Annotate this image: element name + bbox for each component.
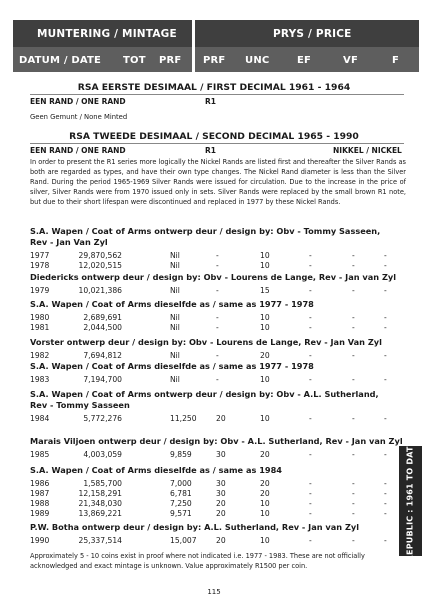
table-row: [0, 450, 428, 461]
cell-prf: 11,250: [170, 414, 197, 423]
cell-ef: -: [309, 414, 312, 423]
cell-vf: -: [352, 414, 355, 423]
cell-f: -: [384, 509, 387, 518]
cell-f: -: [384, 323, 387, 332]
col-date: DATUM / DATE: [19, 55, 102, 66]
cell-ef: -: [309, 489, 312, 498]
col-unc: UNC: [245, 55, 270, 66]
cell-unc: 10: [260, 261, 270, 270]
cell-vf: -: [352, 323, 355, 332]
cell-prf: 7,250: [170, 499, 192, 508]
cell-tot: 7,694,812: [83, 351, 122, 360]
design-group-title: Vorster ontwerp deur / design by: Obv - Lourens de Lange, Rev - Jan Van Zyl: [30, 337, 382, 347]
cell-unc: 20: [260, 450, 270, 459]
cell-ef: -: [309, 313, 312, 322]
cell-unc: 20: [260, 479, 270, 488]
cell-ef: -: [309, 479, 312, 488]
mintage-heading: MUNTERING / MINTAGE: [37, 28, 177, 40]
cell-f: -: [384, 414, 387, 423]
cell-prf: 6,781: [170, 489, 192, 498]
section-title-second-decimal: RSA TWEEDE DESIMAAL / SECOND DECIMAL 1965 - 1990: [69, 131, 359, 142]
cell-f: -: [384, 313, 387, 322]
cell-year: 1983: [30, 375, 50, 384]
table-row: [0, 375, 428, 386]
metal-label: NIKKEL / NICKEL: [333, 146, 402, 155]
cell-tot: 10,021,386: [78, 286, 122, 295]
cell-prf: Nil: [170, 323, 180, 332]
cell-vf: -: [352, 375, 355, 384]
cell-prf-p: -: [216, 261, 219, 270]
table-row: [0, 509, 428, 520]
col-vf: VF: [343, 55, 358, 66]
cell-f: -: [384, 261, 387, 270]
cell-year: 1982: [30, 351, 50, 360]
table-header: [13, 20, 419, 72]
cell-unc: 10: [260, 499, 270, 508]
page-number: 115: [207, 588, 221, 596]
cell-prf-p: -: [216, 286, 219, 295]
cell-f: -: [384, 375, 387, 384]
cell-prf: Nil: [170, 375, 180, 384]
design-group-title: Rev - Tommy Sasseen: [30, 400, 130, 410]
denomination-label: EEN RAND / ONE RAND: [30, 146, 126, 155]
cell-f: -: [384, 286, 387, 295]
cell-ef: -: [309, 251, 312, 260]
cell-ef: -: [309, 286, 312, 295]
cell-ef: -: [309, 375, 312, 384]
cell-ef: -: [309, 450, 312, 459]
cell-year: 1977: [30, 251, 50, 260]
cell-prf: Nil: [170, 251, 180, 260]
cell-prf: Nil: [170, 261, 180, 270]
cell-prf-p: 20: [216, 414, 226, 423]
cell-tot: 12,158,291: [78, 489, 122, 498]
cell-year: 1990: [30, 536, 50, 545]
cell-unc: 10: [260, 414, 270, 423]
cell-year: 1985: [30, 450, 50, 459]
cell-vf: -: [352, 286, 355, 295]
cell-unc: 10: [260, 375, 270, 384]
design-group-title: S.A. Wapen / Coat of Arms ontwerp deur / design by: Obv - A.L. Sutherland,: [30, 389, 379, 399]
cell-prf-p: -: [216, 375, 219, 384]
design-group-title: S.A. Wapen / Coat of Arms ontwerp deur / design by: Obv - Tommy Sasseen,: [30, 226, 381, 236]
intro-paragraph: In order to present the R1 series more logically the Nickel Rands are listed first and thereafter the Silver Rands as both are regarded as types, and have their own type changes. The Nickel Rand diameter is less than the Silver Rand. During the period 1965-1969 Silver Rands were issued for circulation. Due to the increase in the price of silver, Silver Rands were from 1970 issued only in sets. Silver Rands were replaced by the small brown R1 note, but due to their short lifespan were discontinued and replaced in 1977 by these Nickel Rands.: [30, 158, 406, 206]
design-group-title: S.A. Wapen / Coat of Arms dieselfde as / same as 1977 - 1978: [30, 361, 314, 371]
cell-tot: 21,348,030: [78, 499, 122, 508]
cell-prf: 7,000: [170, 479, 192, 488]
cell-vf: -: [352, 450, 355, 459]
cell-prf-p: -: [216, 251, 219, 260]
cell-prf: 9,859: [170, 450, 192, 459]
cell-prf-p: 30: [216, 489, 226, 498]
cell-ef: -: [309, 499, 312, 508]
cell-unc: 10: [260, 323, 270, 332]
cell-prf-p: 30: [216, 450, 226, 459]
cell-unc: 15: [260, 286, 270, 295]
design-group-title: P.W. Botha ontwerp deur / design by: A.L. Sutherland, Rev - Jan van Zyl: [30, 522, 360, 532]
cell-f: -: [384, 536, 387, 545]
cell-unc: 10: [260, 251, 270, 260]
cell-vf: -: [352, 536, 355, 545]
table-row: [0, 286, 428, 297]
cell-year: 1988: [30, 499, 50, 508]
cell-prf-p: 20: [216, 509, 226, 518]
cell-tot: 4,003,059: [83, 450, 122, 459]
cell-vf: -: [352, 261, 355, 270]
cell-unc: 10: [260, 313, 270, 322]
cell-vf: -: [352, 489, 355, 498]
cell-tot: 2,044,500: [83, 323, 122, 332]
cell-prf: Nil: [170, 351, 180, 360]
col-tot: TOT: [123, 55, 146, 66]
cell-unc: 10: [260, 509, 270, 518]
table-row: [0, 323, 428, 334]
cell-ef: -: [309, 351, 312, 360]
side-tab-label: REPUBLIC : 1961 TO DATE: [405, 440, 415, 562]
table-row: [0, 536, 428, 547]
cell-year: 1986: [30, 479, 50, 488]
cell-vf: -: [352, 499, 355, 508]
cell-prf-p: 20: [216, 499, 226, 508]
cell-ef: -: [309, 536, 312, 545]
section-rule: [30, 94, 404, 95]
design-group-title: S.A. Wapen / Coat of Arms dieselfde as / same as 1984: [30, 465, 282, 475]
cell-vf: -: [352, 313, 355, 322]
cell-ef: -: [309, 261, 312, 270]
design-group-title: Diedericks ontwerp deur / design by: Obv - Lourens de Lange, Rev - Jan van Zyl: [30, 272, 397, 282]
cell-tot: 25,337,514: [78, 536, 122, 545]
header-divider: [192, 20, 195, 72]
cell-prf-p: -: [216, 351, 219, 360]
cell-prf-p: 30: [216, 479, 226, 488]
cell-unc: 20: [260, 351, 270, 360]
cell-prf: Nil: [170, 313, 180, 322]
cell-year: 1984: [30, 414, 50, 423]
cell-year: 1979: [30, 286, 50, 295]
section-title-first-decimal: RSA EERSTE DESIMAAL / FIRST DECIMAL 1961 - 1964: [77, 82, 351, 93]
design-group-title: Rev - Jan Van Zyl: [30, 237, 108, 247]
cell-prf-p: -: [216, 323, 219, 332]
denomination-code: R1: [205, 97, 216, 106]
cell-tot: 29,870,562: [78, 251, 122, 260]
cell-tot: 1,585,700: [83, 479, 122, 488]
cell-f: -: [384, 251, 387, 260]
cell-unc: 20: [260, 489, 270, 498]
col-f: F: [392, 55, 400, 66]
table-row: [0, 414, 428, 425]
cell-f: -: [384, 479, 387, 488]
cell-vf: -: [352, 251, 355, 260]
cell-prf-p: -: [216, 313, 219, 322]
cell-vf: -: [352, 479, 355, 488]
cell-ef: -: [309, 509, 312, 518]
cell-year: 1981: [30, 323, 50, 332]
cell-f: -: [384, 489, 387, 498]
cell-f: -: [384, 499, 387, 508]
design-group-title: S.A. Wapen / Coat of Arms dieselfde as / same as 1977 - 1978: [30, 299, 314, 309]
cell-year: 1980: [30, 313, 50, 322]
section-rule: [30, 143, 404, 144]
cell-vf: -: [352, 351, 355, 360]
col-prf-price: PRF: [203, 55, 226, 66]
cell-tot: 2,689,691: [83, 313, 122, 322]
footnote: Approximately 5 - 10 coins exist in proof where not indicated i.e. 1977 - 1983. These are not officially acknowledged and exact mintage is unknown. Value approximately R1500 per coin.: [30, 552, 365, 570]
cell-prf: 15,007: [170, 536, 197, 545]
none-minted-note: Geen Gemunt / None Minted: [30, 113, 128, 121]
denomination-label: EEN RAND / ONE RAND: [30, 97, 126, 106]
cell-year: 1978: [30, 261, 50, 270]
cell-prf: 9,571: [170, 509, 192, 518]
denomination-code: R1: [205, 146, 216, 155]
cell-prf: Nil: [170, 286, 180, 295]
cell-ef: -: [309, 323, 312, 332]
col-prf-mintage: PRF: [159, 55, 182, 66]
cell-tot: 13,869,221: [78, 509, 122, 518]
cell-f: -: [384, 351, 387, 360]
cell-vf: -: [352, 509, 355, 518]
cell-tot: 12,020,515: [78, 261, 122, 270]
cell-unc: 10: [260, 536, 270, 545]
cell-tot: 5,772,276: [83, 414, 122, 423]
price-heading: PRYS / PRICE: [273, 28, 352, 40]
cell-year: 1989: [30, 509, 50, 518]
cell-prf-p: 20: [216, 536, 226, 545]
cell-f: -: [384, 450, 387, 459]
table-row: [0, 261, 428, 272]
cell-tot: 7,194,700: [83, 375, 122, 384]
design-group-title: Marais Viljoen ontwerp deur / design by: Obv - A.L. Sutherland, Rev - Jan van Zyl: [30, 436, 403, 446]
cell-year: 1987: [30, 489, 50, 498]
col-ef: EF: [297, 55, 312, 66]
